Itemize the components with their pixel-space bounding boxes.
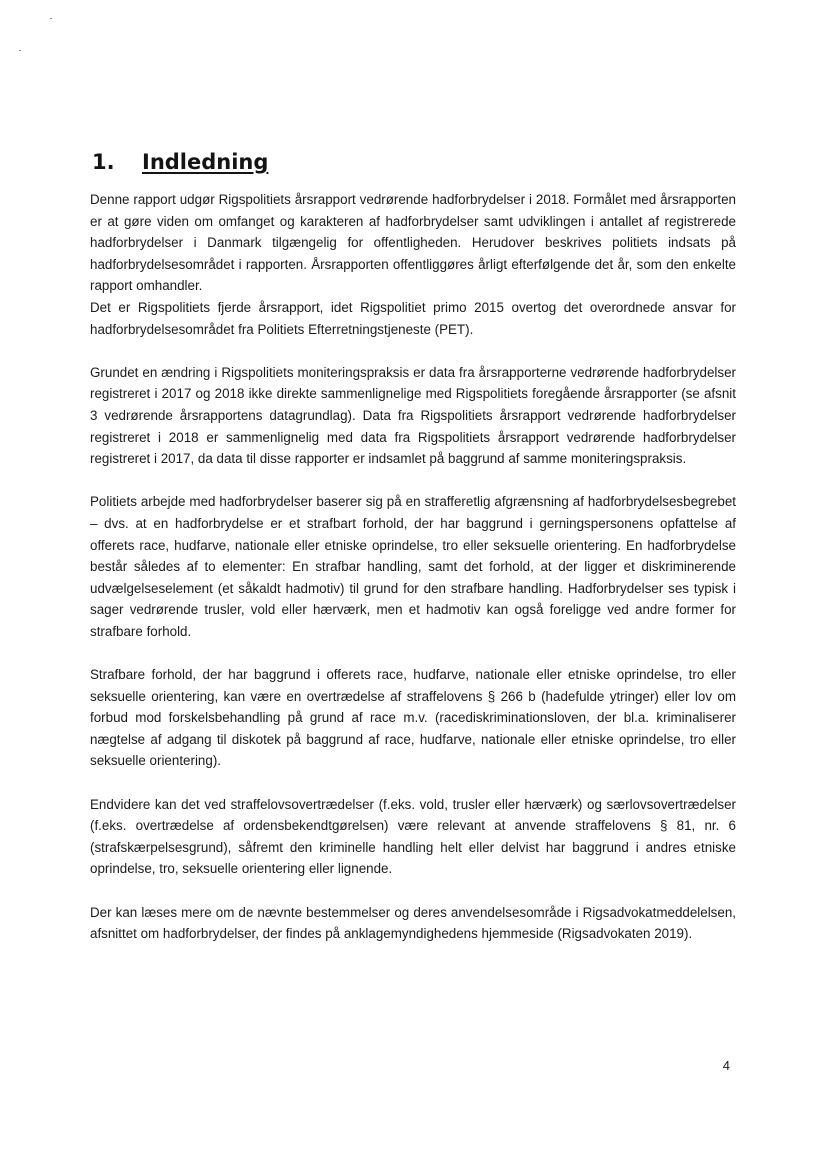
paragraph: Det er Rigspolitiets fjerde årsrapport, idet Rigspolitiet primo 2015 overtog det overordnede ansvar for hadforbrydelsesområdet fra Politiets Efterretningstjeneste (PET). — [90, 299, 736, 337]
paragraph: Endvidere kan det ved straffelovsovertrædelser (f.eks. vold, trusler eller hærværk) og særlovsovertrædelser (f.eks. overtrædelse af ordensbekendtgørelsen) være relevant at anvende straffelovens § 81, nr. 6 (strafskærpelsesgrund), såfremt den kriminelle handling helt eller delvist har baggrund i andres etniske oprindelse, tro, seksuelle orientering eller lignende. — [90, 796, 736, 877]
section-number: 1. — [92, 150, 115, 174]
paragraph: Strafbare forhold, der har baggrund i offerets race, hudfarve, nationale eller etniske oprindelse, tro eller seksuelle orientering, kan være en overtrædelse af straffelovens § 266 b (hadefulde ytringer) eller lov om forbud mod forskelsbehandling på grund af race m.v. (racediskriminationsloven, der bl.a. kriminaliserer nægtelse af adgang til diskotek på baggrund af race, hudfarve, nationale eller etniske oprindelse, tro eller seksuelle orientering). — [90, 667, 736, 769]
section-title: Indledning — [142, 150, 269, 174]
scan-speck — [19, 50, 21, 51]
section-heading — [92, 148, 268, 176]
page-number: 4 — [722, 1058, 730, 1073]
scan-speck — [50, 18, 52, 19]
paragraph: Der kan læses mere om de nævnte bestemmelser og deres anvendelsesområde i Rigsadvokatmeddelelsen, afsnittet om hadforbrydelser, der findes på anklagemyndighedens hjemmeside (Rigsadvokaten 2019). — [90, 904, 736, 942]
body-text — [90, 189, 736, 966]
paragraph: Grundet en ændring i Rigspolitiets moniteringspraksis er data fra årsrapporterne vedrørende hadforbrydelser registreret i 2017 og 2018 ikke direkte sammenlignelige med Rigspolitiets foregående årsrapporter (se afsnit 3 vedrørende årsrapportens datagrundlag). Data fra Rigspolitiets årsrapport vedrørende hadforbrydelser registreret i 2018 er sammenlignelig med data fra Rigspolitiets årsrapport vedrørende hadforbrydelser registreret i 2017, da data til disse rapporter er indsamlet på baggrund af samme moniteringspraksis. — [90, 364, 736, 467]
paragraph: Politiets arbejde med hadforbrydelser baserer sig på en strafferetlig afgrænsning af hadforbrydelsesbegrebet – dvs. at en hadforbrydelse er et strafbart forhold, der har baggrund i gerningspersonens opfattelse af offerets race, hudfarve, nationale eller etniske oprindelse, tro eller seksuelle orientering. En hadforbrydelse består således af to elementer: En strafbar handling, samt det forhold, at der ligger et diskriminerende udvælgelseselement (et såkaldt hadmotiv) til grund for den strafbare handling. Hadforbrydelser ses typisk i sager vedrørende trusler, vold eller hærværk, men et hadmotiv kan også foreligge ved andre former for strafbare forhold. — [90, 494, 736, 639]
paragraph: Denne rapport udgør Rigspolitiets årsrapport vedrørende hadforbrydelser i 2018. Formålet med årsrapporten er at gøre viden om omfanget og karakteren af hadforbrydelser samt udviklingen i antallet af registrerede hadforbrydelser i Danmark tilgængelig for offentligheden. Herudover beskrives politiets indsats på hadforbrydelsesområdet i rapporten. Årsrapporten offentliggøres årligt efterfølgende det år, som den enkelte rapport omhandler. — [90, 192, 736, 294]
